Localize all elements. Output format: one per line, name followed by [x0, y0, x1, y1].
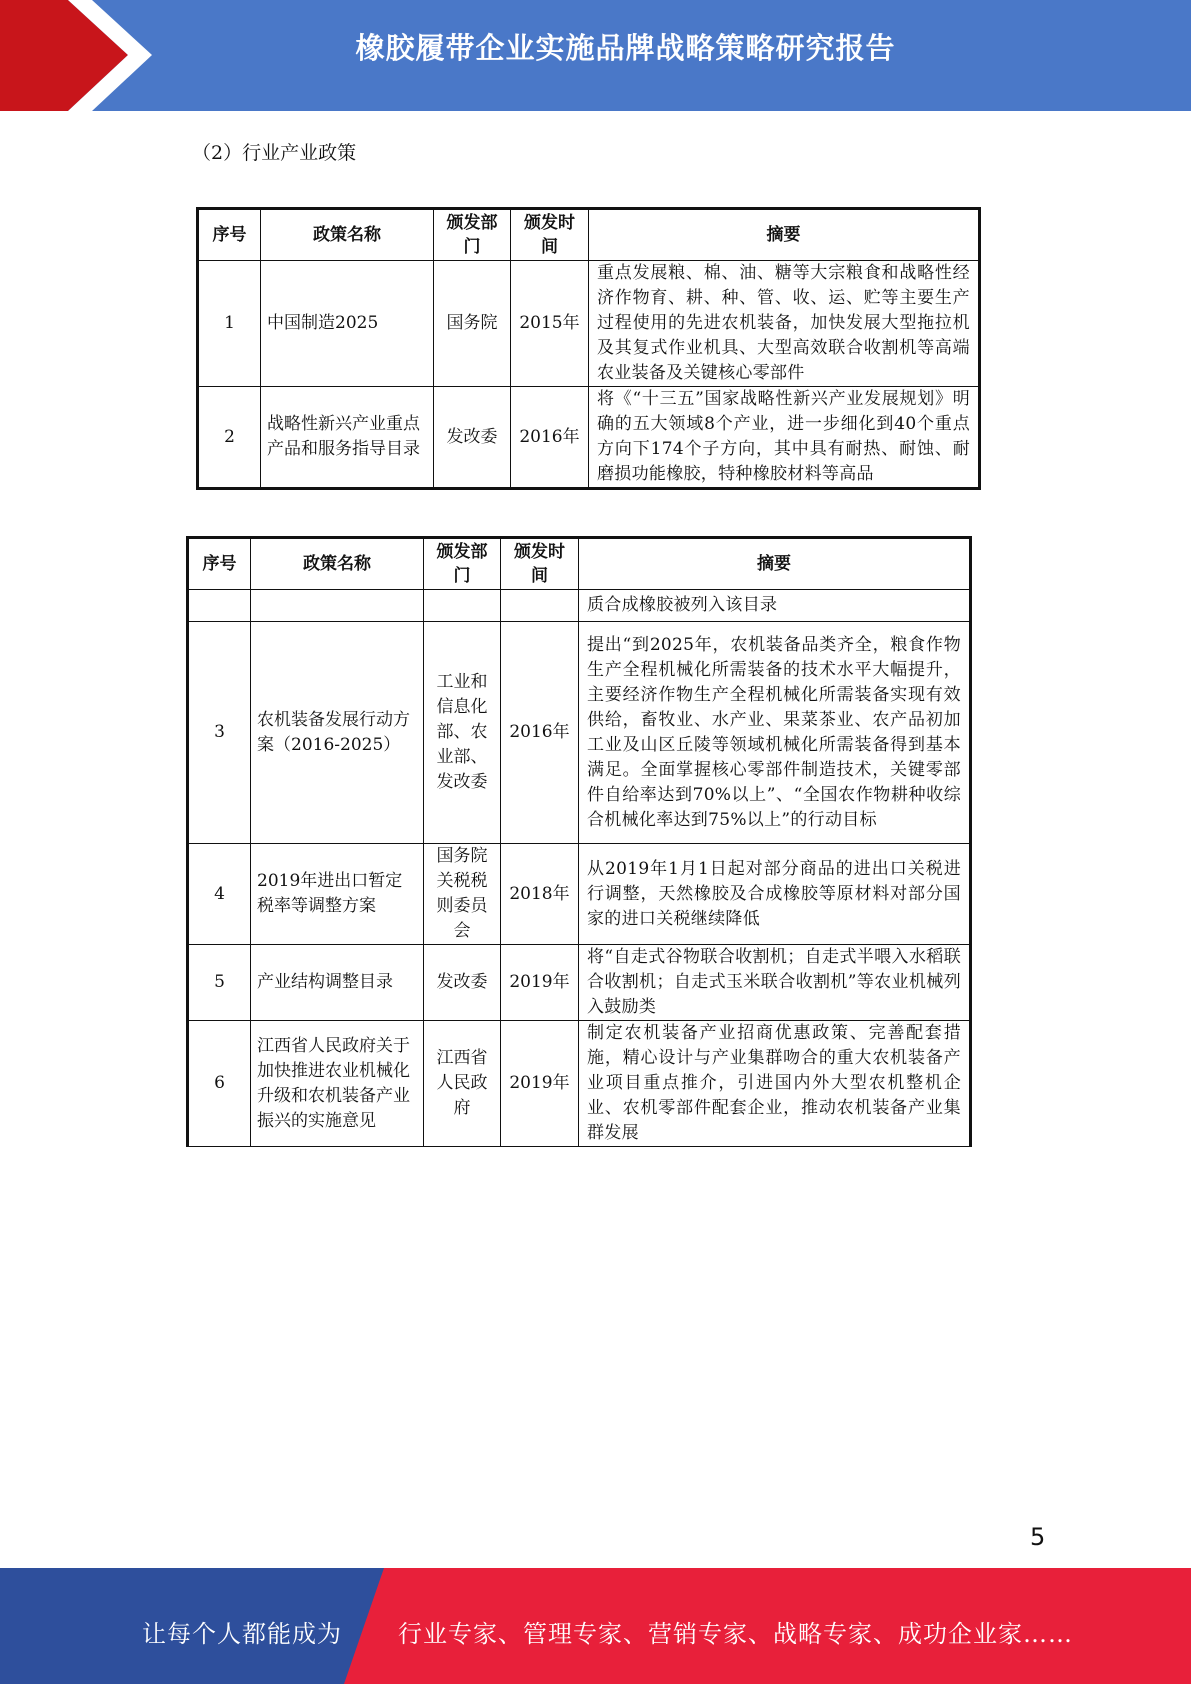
cell-name: 战略性新兴产业重点产品和服务指导目录	[261, 387, 434, 489]
header-dept: 颁发部门	[434, 209, 511, 261]
cell-name: 产业结构调整目录	[251, 945, 424, 1021]
cell-summary: 制定农机装备产业招商优惠政策、完善配套措施，精心设计与产业集群吻合的重大农机装备产业项目重点推介，引进国内外大型农机整机企业、农机零部件配套企业，推动农机装备产业集群发展	[579, 1021, 971, 1147]
cell-index	[188, 590, 251, 622]
table-row	[188, 590, 971, 622]
cell-time	[501, 590, 579, 622]
cell-time: 2016年	[511, 387, 589, 489]
cell-dept: 国务院关税税则委员会	[424, 844, 501, 945]
cell-name: 农机装备发展行动方案（2016-2025）	[251, 622, 424, 844]
table-header-row	[198, 209, 980, 261]
cell-name: 2019年进出口暂定税率等调整方案	[251, 844, 424, 945]
table-row	[198, 261, 980, 387]
cell-dept: 发改委	[424, 945, 501, 1021]
cell-summary: 质合成橡胶被列入该目录	[579, 590, 971, 622]
cell-name	[251, 590, 424, 622]
cell-summary: 重点发展粮、棉、油、糖等大宗粮食和战略性经济作物育、耕、种、管、收、运、贮等主要生产过程使用的先进农机装备，加快发展大型拖拉机及其复式作业机具、大型高效联合收割机等高端农业装备及关键核心零部件	[589, 261, 980, 387]
table-header-row	[188, 538, 971, 590]
table-row	[188, 844, 971, 945]
header-summary: 摘要	[579, 538, 971, 590]
header-time: 颁发时间	[501, 538, 579, 590]
cell-time: 2019年	[501, 1021, 579, 1147]
cell-index: 1	[198, 261, 261, 387]
header-dept: 颁发部门	[424, 538, 501, 590]
cell-index: 5	[188, 945, 251, 1021]
cell-summary: 提出“到2025年，农机装备品类齐全，粮食作物生产全程机械化所需装备的技术水平大幅提升，主要经济作物生产全程机械化所需装备实现有效供给，畜牧业、水产业、果菜茶业、农产品初加工业及山区丘陵等领域机械化所需装备得到基本满足。全面掌握核心零部件制造技术，关键零部件自给率达到70%以上”、“全国农作物耕种收综合机械化率达到75%以上”的行动目标	[579, 622, 971, 844]
cell-dept: 国务院	[434, 261, 511, 387]
cell-time: 2018年	[501, 844, 579, 945]
header-summary: 摘要	[589, 209, 980, 261]
cell-dept	[424, 590, 501, 622]
cell-summary: 将《“十三五”国家战略性新兴产业发展规划》明确的五大领域8个产业，进一步细化到40个重点方向下174个子方向，其中具有耐热、耐蚀、耐磨损功能橡胶，特种橡胶材料等高品	[589, 387, 980, 489]
cell-index: 2	[198, 387, 261, 489]
cell-summary: 将“自走式谷物联合收割机；自走式半喂入水稻联合收割机；自走式玉米联合收割机”等农业机械列入鼓励类	[579, 945, 971, 1021]
cell-time: 2015年	[511, 261, 589, 387]
cell-time: 2016年	[501, 622, 579, 844]
cell-name: 江西省人民政府关于加快推进农业机械化升级和农机装备产业振兴的实施意见	[251, 1021, 424, 1147]
cell-dept: 江西省人民政府	[424, 1021, 501, 1147]
footer-slogan-left: 让每个人都能成为	[142, 1620, 342, 1648]
policy-table-part-1	[196, 207, 981, 490]
cell-time: 2019年	[501, 945, 579, 1021]
policy-table-part-2	[186, 536, 972, 1147]
header-index: 序号	[188, 538, 251, 590]
cell-summary: 从2019年1月1日起对部分商品的进出口关税进行调整，天然橡胶及合成橡胶等原材料对部分国家的进口关税继续降低	[579, 844, 971, 945]
cell-index: 3	[188, 622, 251, 844]
footer-slogan-right: 行业专家、管理专家、营销专家、战略专家、成功企业家……	[398, 1620, 1073, 1648]
table-row	[188, 622, 971, 844]
report-title: 橡胶履带企业实施品牌战略策略研究报告	[355, 31, 896, 65]
cell-dept: 发改委	[434, 387, 511, 489]
table-row	[198, 387, 980, 489]
cell-index: 6	[188, 1021, 251, 1147]
header-index: 序号	[198, 209, 261, 261]
header-name: 政策名称	[251, 538, 424, 590]
table-row	[188, 945, 971, 1021]
header-name: 政策名称	[261, 209, 434, 261]
cell-index: 4	[188, 844, 251, 945]
header-time: 颁发时间	[511, 209, 589, 261]
table-row	[188, 1021, 971, 1147]
cell-name: 中国制造2025	[261, 261, 434, 387]
section-title: （2）行业产业政策	[192, 142, 357, 164]
page-number: 5	[1030, 1523, 1046, 1551]
cell-dept: 工业和信息化部、农业部、发改委	[424, 622, 501, 844]
